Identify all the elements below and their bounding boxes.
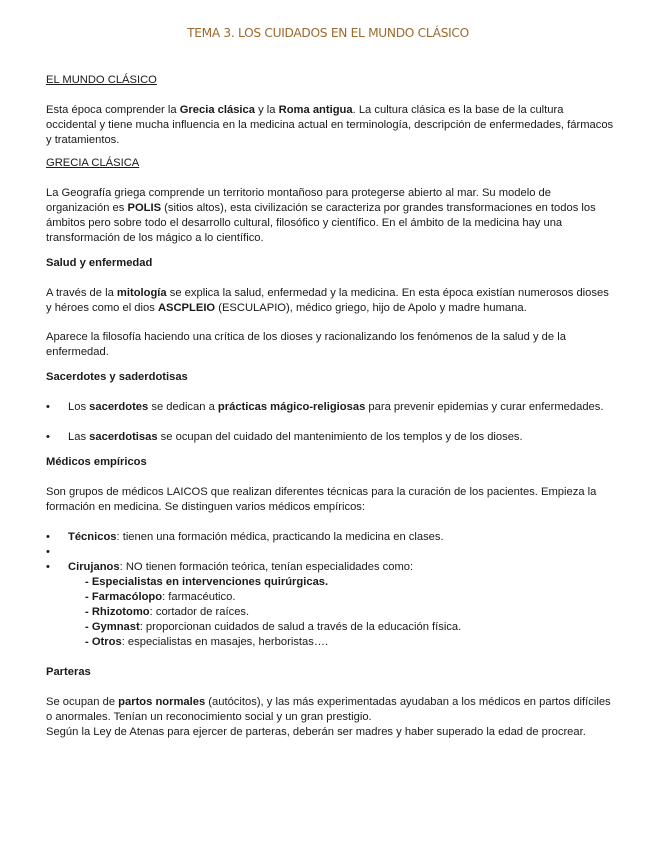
subsection-title-medicos: Médicos empíricos	[46, 456, 147, 468]
section-title-mundo: EL MUNDO CLÁSICO	[46, 74, 157, 86]
sublist-item-gymnast: - Gymnast: proporcionan cuidados de salud a través de la educación física.	[85, 620, 614, 635]
paragraph-salud-filosofia: Aparece la filosofía haciendo una crítica de los dioses y racionalizando los fenómenos de la salud y de la enfermedad.	[46, 331, 566, 358]
page-header-title: TEMA 3. LOS CUIDADOS EN EL MUNDO CLÁSICO	[187, 26, 469, 40]
paragraph-medicos-intro: Son grupos de médicos LAICOS que realizan diferentes técnicas para la curación de los pacientes. Empieza la formación en medicina. Se distinguen varios médicos empíricos:	[46, 486, 597, 513]
sublist-item-otros: - Otros: especialistas en masajes, herboristas….	[85, 635, 614, 650]
paragraph-salud-mitologia: A través de la mitología se explica la salud, enfermedad y la medicina. En esta época existían numerosos dioses y héroes como el dios ASCPLEIO (ESCULAPIO), médico griego, hijo de Apolo y madre humana.	[46, 287, 609, 314]
list-item-empty	[46, 545, 614, 560]
sublist-item-rhizotomo: - Rhizotomo: cortador de raíces.	[85, 605, 614, 620]
subsection-title-sacerdotes: Sacerdotes y saderdotisas	[46, 371, 188, 383]
list-medicos	[46, 530, 614, 650]
section-title-grecia: GRECIA CLÁSICA	[46, 157, 140, 169]
paragraph-mundo-intro: Esta época comprender la Grecia clásica y la Roma antigua. La cultura clásica es la base de la cultura occidental y tiene mucha influencia en la medicina actual en terminología, descripción de enfermedades, fármacos y tratamientos.	[46, 104, 614, 146]
list-item-sacerdotisas: • Las sacerdotisas se ocupan del cuidado del mantenimiento de los templos y de los dioses.	[46, 430, 614, 445]
subsection-title-parteras: Parteras	[46, 666, 91, 678]
paragraph-parteras: Se ocupan de partos normales (autócitos), y las más experimentadas ayudaban a los médicos en partos difíciles o anormales. Tenían un reconocimiento social y un gran prestigio.	[46, 696, 611, 723]
paragraph-parteras-ley: Según la Ley de Atenas para ejercer de parteras, deberán ser madres y haber superado la edad de procrear.	[46, 726, 586, 738]
sublist-item-especialistas: - Especialistas en intervenciones quirúrgicas.	[85, 575, 614, 590]
subsection-title-salud: Salud y enfermedad	[46, 257, 153, 269]
list-item-sacerdotes: • Los sacerdotes se dedican a prácticas mágico-religiosas para prevenir epidemias y curar enfermedades.	[46, 400, 614, 415]
sublist-item-farmacolopo: - Farmacólopo: farmacéutico.	[85, 590, 614, 605]
list-item-tecnicos: • Técnicos: tienen una formación médica, practicando la medicina en clases.	[46, 530, 614, 545]
paragraph-grecia: La Geografía griega comprende un territorio montañoso para protegerse abierto al mar. Su modelo de organización es POLIS (sitios altos), esta civilización se caracteriza por grandes transformaciones en todos los ámbitos pero sobre todo el desarrollo cultural, filosófico y científico. En el ámbito de la medicina hay una transformación de los mágico a lo científico.	[46, 187, 596, 244]
sublist-especialidades	[68, 575, 614, 650]
document-body	[46, 73, 614, 740]
list-item-cirujanos: • Cirujanos: NO tienen formación teórica, tenían especialidades como: - Especialistas en intervenciones quirúrgicas. - Farmacólopo: farmacéutico. - Rhizotomo: cortador de raíces. - Gymnast: proporcionan cuidados de salud a través de la educación física. - Otros: especialistas en masajes, herboristas….	[46, 560, 614, 650]
list-sacerdotes	[46, 400, 614, 445]
